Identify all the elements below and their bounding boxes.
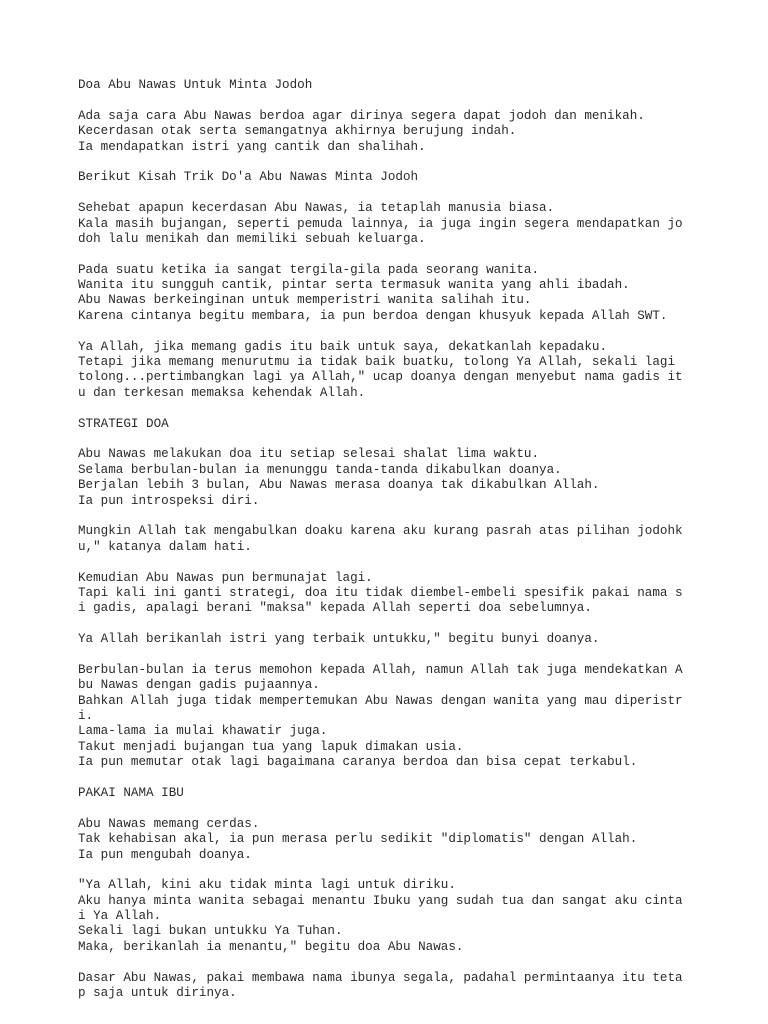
text-line: doh lalu menikah dan memiliki sebuah keluarga. (78, 231, 426, 246)
text-line: Kemudian Abu Nawas pun bermunajat lagi. (78, 570, 373, 585)
text-line: Ya Allah berikanlah istri yang terbaik untukku," begitu bunyi doanya. (78, 632, 600, 647)
text-line: Bahkan Allah juga tidak mempertemukan Abu Nawas dengan wanita yang mau diperistr (78, 693, 683, 708)
text-line: Abu Nawas melakukan doa itu setiap selesai shalat lima waktu. (78, 447, 540, 462)
text-line: Takut menjadi bujangan tua yang lapuk dimakan usia. (78, 739, 464, 754)
text-line: Maka, berikanlah ia menantu," begitu doa Abu Nawas. (78, 939, 464, 954)
text-line: Sehebat apapun kecerdasan Abu Nawas, ia tetaplah manusia biasa. (78, 201, 555, 216)
text-line: Kecerdasan otak serta semangatnya akhirnya berujung indah. (78, 124, 517, 139)
text-line: Wanita itu sungguh cantik, pintar serta termasuk wanita yang ahli ibadah. (78, 278, 630, 293)
text-line: Mungkin Allah tak mengabulkan doaku karena aku kurang pasrah atas pilihan jodohk (78, 524, 683, 539)
text-line: Ia mendapatkan istri yang cantik dan shalihah. (78, 139, 426, 154)
paragraph-gap (78, 155, 718, 170)
text-line: u," katanya dalam hati. (78, 539, 252, 554)
text-line: Doa Abu Nawas Untuk Minta Jodoh (78, 78, 313, 92)
document-body (78, 78, 718, 1001)
paragraph-gap (78, 555, 718, 570)
paragraph-gap (78, 647, 718, 662)
paragraph-gap (78, 324, 718, 339)
paragraph-gap (78, 401, 718, 416)
paragraph-gap (78, 432, 718, 447)
paragraph-gap (78, 863, 718, 878)
paragraph-gap (78, 186, 718, 201)
text-line: "Ya Allah, kini aku tidak minta lagi untuk diriku. (78, 878, 456, 893)
text-line: i Ya Allah. (78, 909, 162, 924)
paragraph-gap (78, 955, 718, 970)
text-line: tolong...pertimbangkan lagi ya Allah," ucap doanya dengan menyebut nama gadis it (78, 370, 683, 385)
text-line: STRATEGI DOA (78, 416, 169, 431)
text-line: Sekali lagi bukan untukku Ya Tuhan. (78, 924, 343, 939)
paragraph-gap (78, 801, 718, 816)
text-line: Dasar Abu Nawas, pakai membawa nama ibunya segala, padahal permintaanya itu teta (78, 970, 683, 985)
text-line: Berbulan-bulan ia terus memohon kepada Allah, namun Allah tak juga mendekatkan A (78, 662, 683, 677)
text-line: p saja untuk dirinya. (78, 986, 237, 1001)
paragraph-gap (78, 771, 718, 786)
paragraph-gap (78, 247, 718, 262)
paragraph-gap (78, 93, 718, 108)
text-line: Abu Nawas memang cerdas. (78, 816, 260, 831)
text-line: Berjalan lebih 3 bulan, Abu Nawas merasa doanya tak dikabulkan Allah. (78, 478, 600, 493)
text-line: bu Nawas dengan gadis pujaannya. (78, 678, 320, 693)
text-line: i. (78, 709, 94, 724)
text-line: Pada suatu ketika ia sangat tergila-gila pada seorang wanita. (78, 262, 540, 277)
text-line: Abu Nawas berkeinginan untuk memperistri wanita salihah itu. (78, 293, 532, 308)
text-line: Lama-lama ia mulai khawatir juga. (78, 724, 328, 739)
text-line: Selama berbulan-bulan ia menunggu tanda-tanda dikabulkan doanya. (78, 462, 562, 477)
text-line: PAKAI NAMA IBU (78, 785, 184, 800)
text-line: Ia pun memutar otak lagi bagaimana caranya berdoa dan bisa cepat terkabul. (78, 755, 638, 770)
text-line: u dan terkesan memaksa kehendak Allah. (78, 385, 366, 400)
text-line: Ia pun mengubah doanya. (78, 847, 252, 862)
text-line: Berikut Kisah Trik Do'a Abu Nawas Minta Jodoh (78, 170, 419, 185)
paragraph-gap (78, 617, 718, 632)
text-line: Ya Allah, jika memang gadis itu baik untuk saya, dekatkanlah kepadaku. (78, 339, 608, 354)
text-line: Aku hanya minta wanita sebagai menantu Ibuku yang sudah tua dan sangat aku cinta (78, 893, 683, 908)
text-line: Kala masih bujangan, seperti pemuda lainnya, ia juga ingin segera mendapatkan jo (78, 216, 683, 231)
text-line: Ada saja cara Abu Nawas berdoa agar dirinya segera dapat jodoh dan menikah. (78, 108, 645, 123)
text-line: Ia pun introspeksi diri. (78, 493, 260, 508)
text-line: Tetapi jika memang menurutmu ia tidak baik buatku, tolong Ya Allah, sekali lagi (78, 355, 676, 370)
text-line: Tapi kali ini ganti strategi, doa itu tidak diembel-embeli spesifik pakai nama s (78, 585, 683, 600)
paragraph-gap (78, 509, 718, 524)
text-line: Karena cintanya begitu membara, ia pun berdoa dengan khusyuk kepada Allah SWT. (78, 308, 668, 323)
text-line: i gadis, apalagi berani "maksa" kepada Allah seperti doa sebelumnya. (78, 601, 592, 616)
text-line: Tak kehabisan akal, ia pun merasa perlu sedikit "diplomatis" dengan Allah. (78, 832, 638, 847)
